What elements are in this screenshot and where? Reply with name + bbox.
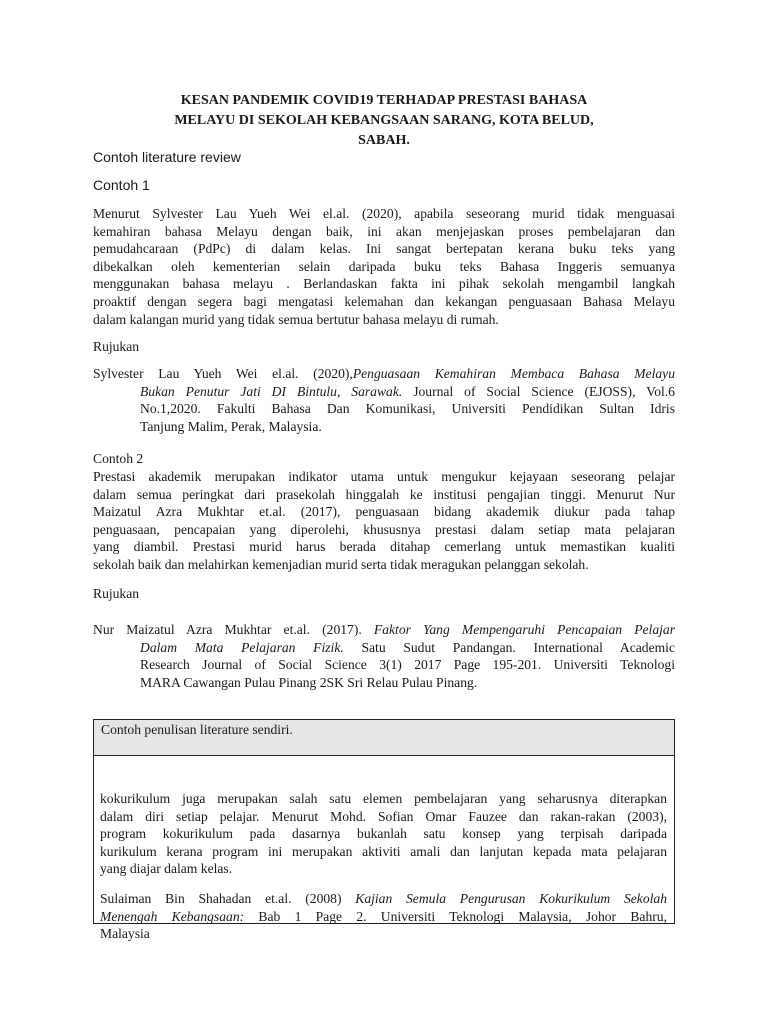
title-line: KESAN PANDEMIK COVID19 TERHADAP PRESTASI BAHASA bbox=[180, 93, 588, 108]
text-line: kurikulum kerana program ini merupakan aktiviti amali dan lanjutan kepada mata pelajaran bbox=[100, 843, 667, 859]
title-line: MELAYU DI SEKOLAH KEBANGSAAN SARANG, KOTA BELUD, bbox=[174, 113, 594, 128]
reference-line: Malaysia bbox=[100, 926, 150, 942]
text-line: yang diambil. Prestasi murid harus berada ditahap cemerlang untuk memastikan kualiti bbox=[93, 539, 675, 555]
reference-line bbox=[93, 383, 675, 401]
reference-title: Menengah Kebangsaan: bbox=[100, 908, 245, 924]
contoh2-heading: Contoh 2 bbox=[93, 451, 144, 466]
contoh1-heading: Contoh 1 bbox=[93, 177, 150, 193]
text-line: proaktif dengan segera bagi mengatasi kelemahan dan kekangan penguasaan Bahasa Melayu bbox=[93, 293, 675, 309]
reference-source: Bab 1 Page 2. Universiti Teknologi Malaysia, Johor Bahru, bbox=[244, 908, 667, 924]
reference-line bbox=[93, 621, 675, 639]
reference-authors: Nur Maizatul Azra Mukhtar et.al. (2017). bbox=[93, 622, 362, 637]
text-line: Prestasi akademik merupakan indikator utama untuk mengukur kejayaan seseorang pelajar bbox=[93, 469, 675, 484]
document-title bbox=[93, 91, 675, 151]
box-paragraph bbox=[100, 790, 667, 878]
reference-line: MARA Cawangan Pulau Pinang 2SK Sri Relau Pulau Pinang. bbox=[140, 674, 478, 690]
own-literature-box bbox=[93, 719, 675, 942]
text-line: dalam diri setiap pelajar. Menurut Mohd. Sofian Omar Fauzee dan rakan-rakan (2003), bbox=[100, 808, 667, 824]
text-line: Menurut Sylvester Lau Yueh Wei el.al. (2020), apabila seseorang murid tidak menguasai bbox=[93, 206, 675, 221]
contoh2-paragraph bbox=[93, 468, 675, 574]
reference-line bbox=[93, 365, 675, 383]
reference-authors: Sulaiman Bin Shahadan et.al. (2008) bbox=[100, 891, 342, 906]
text-line: kemahiran bahasa Melayu dengan baik, ini akan menjejaskan proses pembelajaran dan bbox=[93, 223, 675, 239]
reference-title: Faktor Yang Mempengaruhi Pencapaian Pelajar bbox=[361, 622, 675, 637]
text-line: yang diajar dalam kelas. bbox=[100, 861, 233, 877]
reference-authors: Sylvester Lau Yueh Wei el.al. (2020), bbox=[93, 366, 353, 381]
box-header: Contoh penulisan literature sendiri. bbox=[94, 720, 674, 756]
reference-line: No.1,2020. Fakulti Bahasa Dan Komunikasi, Universiti Pendidikan Sultan Idris bbox=[140, 401, 675, 417]
text-line: pemudahcaraan (PdPc) di dalam kelas. Ini sangat bertepatan kerana buku teks yang bbox=[93, 241, 675, 257]
reference-line bbox=[100, 890, 667, 908]
text-line: dibekalkan oleh kementerian selain daripada buku teks Bahasa Inggeris semuanya bbox=[93, 258, 675, 274]
contoh1-reference bbox=[93, 365, 675, 435]
text-line: sekolah baik dan melahirkan kemenjadian murid serta tidak meragukan pelanggan sekolah. bbox=[93, 556, 589, 572]
reference-title: Bukan Penutur Jati DI Bintulu, Sarawak. bbox=[140, 383, 403, 399]
text-line: penguasaan, pencapaian yang diperolehi, khususnya prestasi dalam setiap mata pelajaran bbox=[93, 521, 675, 537]
reference-source: Satu Sudut Pandangan. International Academic bbox=[343, 639, 675, 655]
contoh2-reference bbox=[93, 621, 675, 691]
reference-line bbox=[93, 639, 675, 657]
text-line: kokurikulum juga merupakan salah satu elemen pembelajaran yang seharusnya diterapkan bbox=[100, 791, 667, 806]
reference-title: Penguasaan Kemahiran Membaca Bahasa Melayu bbox=[352, 366, 675, 381]
reference-line bbox=[100, 908, 667, 926]
contoh1-paragraph bbox=[93, 205, 675, 328]
text-line: menggunakan bahasa melayu . Berlandaskan fakta ini pihak sekolah mengambil langkah bbox=[93, 276, 675, 292]
contoh1-rujukan-label: Rujukan bbox=[93, 339, 140, 354]
reference-source: Journal of Social Science (EJOSS), Vol.6 bbox=[402, 383, 675, 399]
title-line: SABAH. bbox=[358, 133, 410, 148]
text-line: dalam semua peringkat dari prasekolah hinggalah ke institusi pengajian tinggi. Menurut Nur bbox=[93, 486, 675, 502]
section-heading: Contoh literature review bbox=[93, 149, 241, 165]
box-reference bbox=[100, 890, 667, 943]
reference-line: Tanjung Malim, Perak, Malaysia. bbox=[140, 418, 322, 434]
reference-title: Dalam Mata Pelajaran Fizik. bbox=[140, 639, 344, 655]
contoh2-rujukan-label: Rujukan bbox=[93, 586, 140, 601]
reference-title: Kajian Semula Pengurusan Kokurikulum Sekolah bbox=[341, 891, 667, 906]
text-line: program kokurikulum pada dasarnya bukanlah satu konsep yang terpisah daripada bbox=[100, 826, 667, 842]
reference-line: Research Journal of Social Science 3(1) 2017 Page 195-201. Universiti Teknologi bbox=[140, 657, 675, 673]
text-line: dalam kalangan murid yang tidak semua bertutur bahasa melayu di rumah. bbox=[93, 311, 499, 327]
text-line: Maizatul Azra Mukhtar et.al. (2017), penguasaan bidang akademik diukur pada tahap bbox=[93, 504, 675, 520]
